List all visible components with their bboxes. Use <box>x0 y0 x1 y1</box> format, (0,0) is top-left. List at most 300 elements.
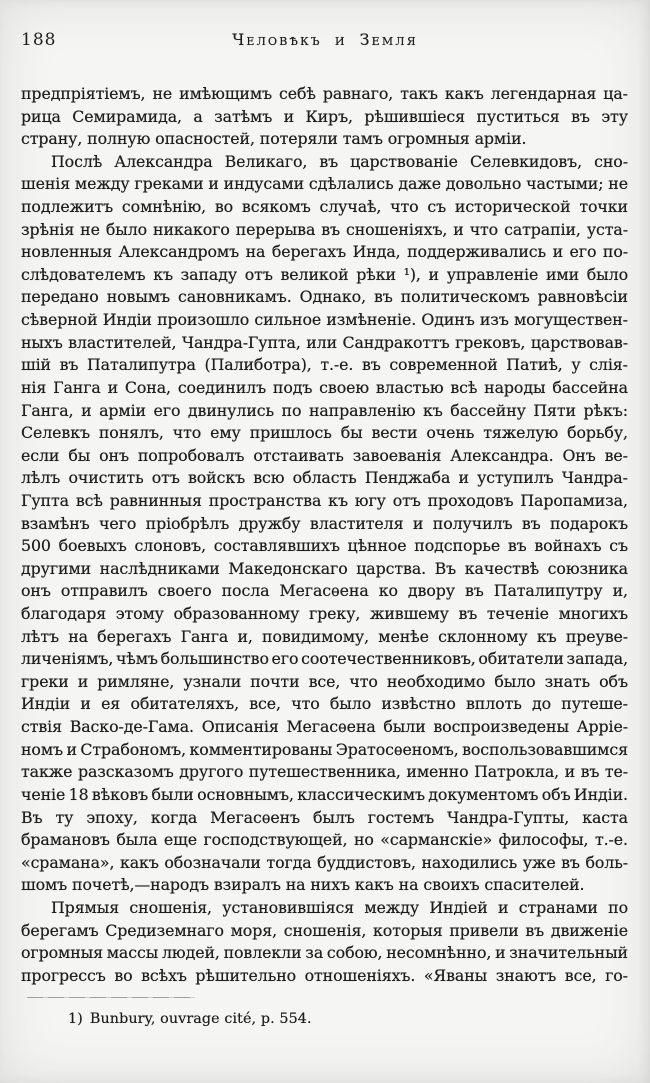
word: равнинныя <box>109 490 202 510</box>
word: и <box>498 897 509 917</box>
text-line <box>21 264 628 287</box>
word: въ <box>507 536 527 556</box>
word: область <box>292 468 357 488</box>
word: качествѣ <box>464 558 540 578</box>
word: Патрокла, <box>474 762 560 782</box>
text-line <box>21 377 628 400</box>
word: римляне, <box>97 671 175 691</box>
word: тяжелую <box>483 423 559 443</box>
word: гостемъ <box>367 807 435 827</box>
text-line <box>21 173 628 196</box>
word: въ <box>580 762 600 782</box>
word: рица <box>21 106 61 126</box>
word: войнахъ <box>534 536 602 556</box>
word: двинулись <box>187 400 274 420</box>
word: передано <box>21 287 99 307</box>
word: Гупта <box>21 490 69 510</box>
word: разсказомъ <box>77 762 174 782</box>
word: сѣверной <box>21 310 98 330</box>
word: Македонскаго <box>228 558 348 578</box>
word: случаѣ, <box>319 197 382 217</box>
text-line <box>21 558 628 581</box>
word: взамѣнъ <box>21 513 90 533</box>
word: онъ <box>99 445 129 465</box>
text-line <box>21 490 628 513</box>
word: Ганга, <box>21 400 74 420</box>
word: никакого <box>153 219 230 239</box>
word: и <box>81 400 92 420</box>
word: легендарная <box>490 84 597 103</box>
word: извѣстно <box>381 694 456 714</box>
word: на <box>245 242 266 262</box>
word: былъ <box>312 807 355 827</box>
word: подъ <box>272 377 313 397</box>
word: господствующей, <box>203 830 348 850</box>
text-line <box>21 761 628 784</box>
word: Эратосѳеномъ, <box>335 739 459 759</box>
word: ея <box>101 694 121 714</box>
word: другими <box>21 558 92 578</box>
word: перерыва <box>235 219 316 239</box>
word: лѣлъ <box>21 468 61 488</box>
footnote-separator <box>27 997 195 998</box>
word: Средиземнаго <box>105 920 224 940</box>
word: классическимъ <box>297 784 425 804</box>
word: въ <box>521 513 541 533</box>
word: тогда <box>266 852 312 872</box>
word: воспроизведены <box>433 717 569 737</box>
word: что <box>172 423 202 443</box>
word: и <box>453 219 464 239</box>
text-line <box>21 626 628 649</box>
word: «сарманскіе» <box>380 830 493 850</box>
word: и <box>80 694 91 714</box>
word: рѣки <box>356 264 396 284</box>
word: находились <box>421 852 518 872</box>
footnote <box>68 1011 312 1027</box>
word: несомнѣнно, <box>386 943 492 963</box>
word: что <box>349 671 378 691</box>
word: уста- <box>586 219 628 239</box>
word: до <box>531 694 552 714</box>
word: Александра <box>114 151 213 171</box>
text-line <box>21 106 628 129</box>
word: значительный <box>509 943 628 963</box>
word: личеніямъ, <box>21 649 114 669</box>
word: завоеванія <box>352 445 442 465</box>
word: Индіи <box>21 694 71 714</box>
word: Селевкъ <box>21 423 90 443</box>
word: боевыхъ <box>58 536 127 556</box>
text-line <box>21 467 628 490</box>
word: борьбу, <box>567 423 628 443</box>
word: берегамъ <box>21 920 99 940</box>
word: или <box>306 332 338 352</box>
text-line <box>21 332 628 355</box>
word: соединилъ <box>177 377 267 397</box>
word: сношеніяхъ, <box>345 219 448 239</box>
word: благодаря <box>21 604 107 624</box>
text-line: шомъ почетѣ,—народъ взиралъ на нихъ какъ на своихъ спасителей. <box>21 875 585 895</box>
word: и <box>107 377 119 397</box>
word: что <box>390 197 419 217</box>
word: Киръ, <box>305 106 353 126</box>
word: философы, <box>498 830 589 850</box>
word: воспользовавшимся <box>462 739 628 759</box>
word: Сандракоттъ <box>342 332 450 352</box>
word: подарокъ <box>550 513 628 533</box>
word: очистить <box>68 468 144 488</box>
word: Ганга <box>180 626 229 646</box>
word: и <box>564 762 576 782</box>
word: пріобрѣлъ <box>145 513 230 533</box>
word: наслѣдниками <box>99 558 220 578</box>
word: Мегасѳена <box>286 717 376 737</box>
word: пространства <box>208 490 322 510</box>
word: массы <box>106 943 159 963</box>
word: необходимо <box>386 671 486 691</box>
word: и, <box>612 581 628 601</box>
word: составлявшихъ <box>213 536 340 556</box>
word: греки <box>21 671 69 691</box>
word: не <box>152 84 173 103</box>
text-line <box>21 784 628 807</box>
word: ко <box>378 581 398 601</box>
word: путешественника, <box>248 762 401 782</box>
page-number: 188 <box>21 30 57 50</box>
word: и <box>495 943 506 963</box>
word: что <box>291 694 320 714</box>
word: въ <box>321 219 340 239</box>
word: Чандра- <box>561 468 628 488</box>
word: путеше- <box>561 694 628 714</box>
word: у <box>571 355 581 375</box>
word: рѣшительно <box>195 965 297 985</box>
word: югу <box>354 490 386 510</box>
word: и <box>208 174 219 194</box>
word: чѣмъ <box>115 649 158 669</box>
word: Паталипутра <box>86 355 196 375</box>
body-text <box>21 83 628 987</box>
word: прогрессъ <box>21 965 106 985</box>
word: по <box>281 400 302 420</box>
word: соотечественниковъ, <box>301 649 476 669</box>
word: лѣтъ <box>21 626 59 646</box>
word: новленныя <box>21 242 113 262</box>
word: Чандра-Гупты, <box>447 807 570 827</box>
word: уступилъ <box>477 468 554 488</box>
word: и <box>77 671 89 691</box>
word: въ <box>59 355 79 375</box>
word: уже <box>522 852 556 872</box>
text-line <box>21 897 628 920</box>
word: царствованіе <box>350 151 458 171</box>
word: и, <box>237 626 253 646</box>
word: странами <box>518 897 598 917</box>
word: ¹), <box>403 264 421 284</box>
word: греками <box>134 174 204 194</box>
word: сношенія, <box>283 920 367 940</box>
word: ими <box>545 264 580 284</box>
word: также <box>21 762 73 782</box>
word: къ <box>536 626 557 646</box>
word: во <box>114 965 133 985</box>
word: огромныя <box>21 943 103 963</box>
text-line <box>21 513 628 536</box>
word: Въ <box>21 807 43 827</box>
word: не <box>80 219 100 239</box>
word: обозначали <box>164 852 261 872</box>
word: (Палиботра), <box>204 355 312 375</box>
word: и <box>283 106 295 126</box>
word: къ <box>328 490 348 510</box>
word: вѣковъ <box>91 784 149 804</box>
word: вплоть <box>466 694 522 714</box>
word: всѣ <box>75 490 103 510</box>
word: Арріе- <box>576 717 628 737</box>
word: объ <box>599 671 628 691</box>
word: пуститься <box>476 106 560 126</box>
word: новымъ <box>106 287 170 307</box>
word: этому <box>115 604 164 624</box>
word: Александра. <box>450 445 554 465</box>
text-line <box>21 739 628 762</box>
word: моря, <box>230 920 277 940</box>
word: именно <box>406 762 469 782</box>
word: ца- <box>603 84 628 103</box>
word: дружбу <box>238 513 301 533</box>
word: людей, <box>161 943 220 963</box>
word: зрѣнія <box>21 219 75 239</box>
word: затѣмъ <box>214 106 273 126</box>
word: въ <box>361 355 381 375</box>
word: его <box>153 400 181 420</box>
word: сно- <box>594 151 628 171</box>
word: политическомъ <box>400 287 530 307</box>
word: сдѣлались <box>308 174 394 194</box>
word: «Яваны <box>423 965 488 985</box>
word: слѣдователемъ <box>21 264 146 284</box>
footnote-text: Bunbury, ouvrage cité, p. 554. <box>89 1011 312 1027</box>
word: его <box>569 242 597 262</box>
word: Пяти <box>533 400 576 420</box>
word: отношеніяхъ. <box>304 965 416 985</box>
word: пришлось <box>249 423 332 443</box>
word: которыя <box>373 920 443 940</box>
word: всю <box>253 468 285 488</box>
word: себѣ <box>278 84 316 103</box>
word: и <box>552 242 564 262</box>
text-line <box>21 920 628 943</box>
word: исторической <box>454 197 571 217</box>
word: было <box>494 671 536 691</box>
word: народы <box>484 377 546 397</box>
word: направленію <box>308 400 416 420</box>
text-line <box>21 309 628 332</box>
word: знаютъ <box>495 965 557 985</box>
word: союзника <box>547 558 628 578</box>
word: Инда, <box>352 242 401 262</box>
paragraph <box>21 83 628 151</box>
word: но <box>353 830 374 850</box>
word: слоновъ, <box>134 536 207 556</box>
word: сатрапіи, <box>504 219 581 239</box>
word: и <box>428 264 439 284</box>
word: знать <box>544 671 591 691</box>
word: Мегасѳена <box>279 581 369 601</box>
word: все, <box>308 671 341 691</box>
word: властью <box>375 377 444 397</box>
word: 500 <box>21 536 51 556</box>
word: частыми; <box>526 174 604 194</box>
word: довольно <box>445 174 522 194</box>
running-title: Человѣкъ и Земля <box>232 31 418 49</box>
word: сношенія, <box>129 897 212 917</box>
word: другого <box>179 762 244 782</box>
word: т.-е. <box>320 355 354 375</box>
word: Патиѣ, <box>506 355 563 375</box>
word: по <box>608 897 628 917</box>
word: измѣненіе. <box>326 310 417 330</box>
word: властителя <box>309 513 404 533</box>
text-line <box>21 422 628 445</box>
word: образованному <box>173 604 300 624</box>
word: въ <box>571 106 590 126</box>
word: го- <box>605 965 628 985</box>
word: отъ <box>151 468 180 488</box>
word: эту <box>601 106 628 126</box>
word: а <box>193 106 203 126</box>
text-line <box>21 716 628 739</box>
word: сановникамъ. <box>177 287 292 307</box>
word: своего <box>157 581 212 601</box>
word: царствовав- <box>530 332 628 352</box>
word: установившіяся <box>222 897 355 917</box>
word: движеніе <box>550 920 628 940</box>
word: боль- <box>585 852 628 872</box>
text-line <box>21 354 628 377</box>
text-line <box>21 286 628 309</box>
word: многихъ <box>558 604 628 624</box>
word: между <box>74 174 130 194</box>
word: чего <box>99 513 137 533</box>
word: Однако, <box>299 287 366 307</box>
word: къ <box>423 400 443 420</box>
word: къ <box>153 264 173 284</box>
word: и <box>66 739 77 759</box>
word: Страбономъ, <box>80 739 187 759</box>
word: отъ <box>392 490 421 510</box>
word: арміи <box>99 400 146 420</box>
word: берегахъ <box>271 242 347 262</box>
text-line <box>21 942 628 965</box>
word: подспорье <box>414 536 501 556</box>
word: бы <box>68 445 91 465</box>
text-line: страну, полную опасностей, потеряли тамъ огромныя арміи. <box>21 129 527 149</box>
word: если <box>21 445 60 465</box>
word: ченіе <box>21 784 66 804</box>
word: бассейну <box>450 400 526 420</box>
word: какъ <box>119 852 159 872</box>
word: великой <box>280 264 349 284</box>
word: управленіе <box>446 264 539 284</box>
word: равнаго, <box>322 84 394 103</box>
word: даже <box>398 174 441 194</box>
word: были <box>151 784 194 804</box>
word: почти <box>250 671 300 691</box>
word: грековъ, <box>455 332 526 352</box>
word: вести <box>371 423 418 443</box>
word: была <box>116 830 158 850</box>
word: Паропамиза, <box>520 490 628 510</box>
word: преуве- <box>565 626 628 646</box>
word: объ <box>541 784 571 804</box>
word: своею <box>319 377 370 397</box>
word: Семирамида, <box>72 106 182 126</box>
word: повлекли <box>223 943 302 963</box>
word: Великаго, <box>224 151 308 171</box>
word: Индіей <box>429 897 488 917</box>
word: теченіе <box>486 604 549 624</box>
text-line <box>21 693 628 716</box>
word: подлежитъ <box>21 197 114 217</box>
text-line <box>21 807 628 830</box>
word: жившему <box>369 604 449 624</box>
word: эпоху, <box>86 807 138 827</box>
text-line <box>21 965 628 988</box>
text-line <box>21 852 628 875</box>
word: что <box>469 219 499 239</box>
word: Чандра-Гупта, <box>181 332 301 352</box>
word: произошло <box>157 310 250 330</box>
word: Мегасѳенъ <box>210 807 300 827</box>
word: каста <box>582 807 628 827</box>
word: номъ <box>21 739 63 759</box>
word: Александромъ <box>118 242 240 262</box>
word: было <box>329 694 372 714</box>
word: въ <box>561 852 580 872</box>
word: Сона, <box>124 377 171 397</box>
word: бы <box>340 423 363 443</box>
word: и <box>458 468 469 488</box>
word: получилъ <box>432 513 513 533</box>
word: между <box>364 897 420 917</box>
word: по- <box>602 242 628 262</box>
word: Онъ <box>562 445 596 465</box>
word: Одинъ <box>421 310 475 330</box>
word: во <box>214 197 234 217</box>
text-line <box>21 83 628 106</box>
word: проходовъ <box>427 490 514 510</box>
word: могуществен- <box>514 310 628 330</box>
word: имѣющимъ <box>179 84 272 103</box>
word: склонному <box>438 626 528 646</box>
word: всѣ <box>450 377 478 397</box>
word: собою, <box>326 943 383 963</box>
word: запада, <box>566 649 628 669</box>
word: 18 <box>68 784 89 804</box>
word: отстаивать <box>253 445 344 465</box>
text-line <box>21 648 628 671</box>
word: въ <box>525 920 545 940</box>
word: комментированы <box>189 739 333 759</box>
word: Описанія <box>201 717 279 737</box>
word: на <box>68 626 88 646</box>
word: рѣкъ: <box>583 400 628 420</box>
word: менѣе <box>378 626 429 646</box>
text-line <box>21 400 628 423</box>
word: равновѣсіи <box>537 287 628 307</box>
